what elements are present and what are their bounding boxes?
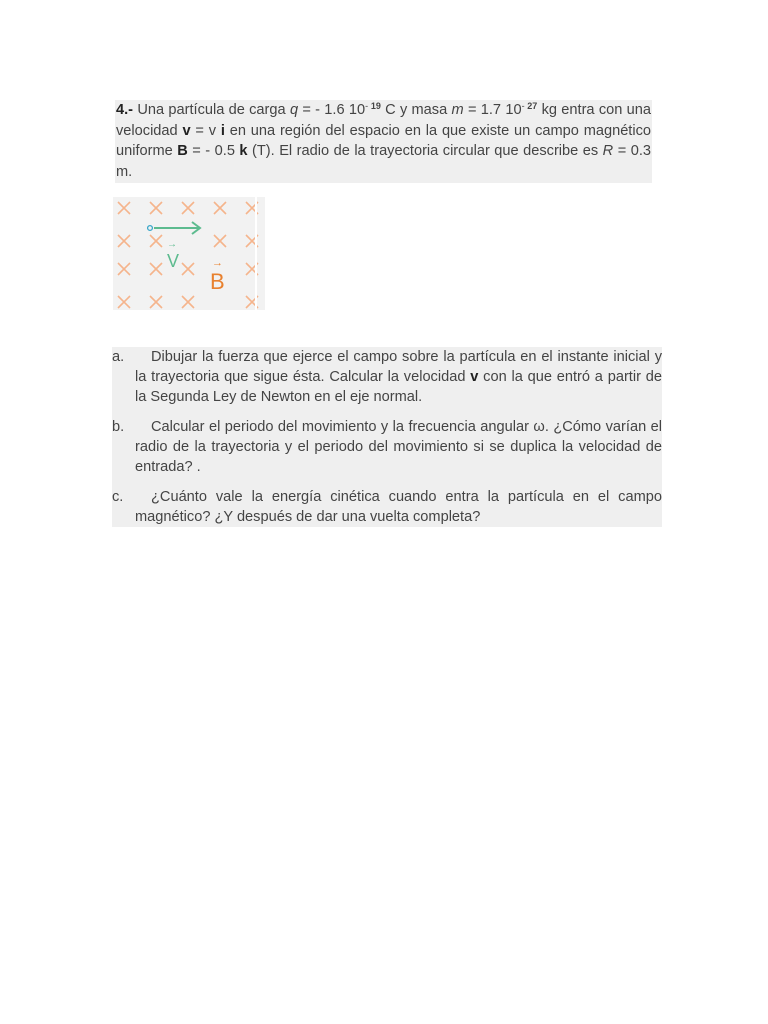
magnetic-field-diagram	[113, 197, 265, 310]
velocity-vector: v	[182, 122, 191, 139]
text-segment: en una región del espacio en la que existe un campo magnético uniforme	[116, 122, 652, 159]
problem-text	[116, 100, 651, 182]
field-cross-icon	[182, 296, 194, 308]
question-c	[112, 487, 662, 527]
exponent-value: 19	[370, 101, 381, 111]
question-label: a.	[112, 349, 125, 365]
velocity-label: V	[167, 251, 180, 271]
field-cross-icon	[150, 202, 162, 214]
text-segment: = 0.3 m.	[116, 143, 651, 180]
text-segment: = - 1.6 10	[298, 102, 366, 118]
b-vector-arrow: →	[212, 257, 223, 269]
particle-icon	[148, 226, 153, 231]
question-list	[112, 347, 662, 527]
problem-number: 4.-	[116, 102, 134, 118]
exponent-sign: -	[521, 101, 528, 111]
radius-symbol: R	[602, 143, 614, 159]
field-cross-icon	[150, 235, 162, 247]
text-segment: ¿Cuánto vale la energía cinética cuando entra la partícula en el campo magnético? ¿Y después de dar una vuelta completa?	[135, 489, 662, 525]
charge-symbol: q	[289, 102, 299, 118]
question-label: b.	[112, 419, 125, 435]
exponent-sign: -	[365, 101, 371, 111]
unit-vector-i: i	[220, 122, 225, 139]
text-segment: Calcular el periodo del movimiento y la frecuencia angular ω. ¿Cómo varían el radio de la trayectoria y el periodo del movimiento si se duplica la velocidad de entrada? .	[135, 419, 662, 475]
field-cross-icon	[214, 235, 226, 247]
exponent-value: 27	[527, 101, 538, 111]
field-cross-icon	[182, 202, 194, 214]
field-cross-icon	[118, 202, 130, 214]
problem-statement	[115, 100, 652, 183]
field-crosses	[118, 202, 258, 308]
question-text	[135, 487, 662, 527]
text-segment: = - 0.5	[187, 143, 240, 159]
unit-vector-k: k	[239, 143, 248, 159]
question-a	[112, 347, 662, 407]
question-b	[112, 417, 662, 477]
field-cross-icon	[214, 202, 226, 214]
v-vector-arrow: →	[167, 239, 177, 250]
field-cross-icon	[118, 235, 130, 247]
text-segment: C y masa	[380, 102, 452, 118]
text-segment: Dibujar la fuerza que ejerce el campo sobre la partícula en el instante inicial y la trayectoria que sigue ésta. Calcular la velocidad	[135, 349, 662, 385]
field-cross-icon	[182, 263, 194, 275]
field-cross-icon	[150, 263, 162, 275]
text-segment: Una partícula de carga	[133, 102, 290, 118]
question-text	[135, 417, 662, 477]
text-segment: kg entra con una velocidad	[116, 102, 651, 139]
text-segment: = 1.7 10	[463, 102, 522, 118]
velocity-vector: v	[470, 369, 479, 385]
velocity-arrow	[148, 222, 200, 234]
question-label: c.	[112, 489, 124, 505]
mass-symbol: m	[451, 102, 464, 118]
exponent-mass	[522, 101, 538, 111]
text-segment: (T). El radio de la trayectoria circular que describe es	[247, 143, 603, 159]
field-label: B	[210, 269, 225, 294]
text-segment: con la que entró a partir de la Segunda Ley de Newton en el eje normal.	[135, 369, 662, 405]
field-cross-icon	[118, 263, 130, 275]
question-text	[135, 347, 662, 407]
field-diagram-svg	[113, 197, 265, 310]
exponent-charge	[365, 101, 381, 111]
field-cross-icon	[118, 296, 130, 308]
text-segment: = v	[190, 122, 221, 139]
field-cross-icon	[150, 296, 162, 308]
field-vector: B	[177, 143, 188, 159]
